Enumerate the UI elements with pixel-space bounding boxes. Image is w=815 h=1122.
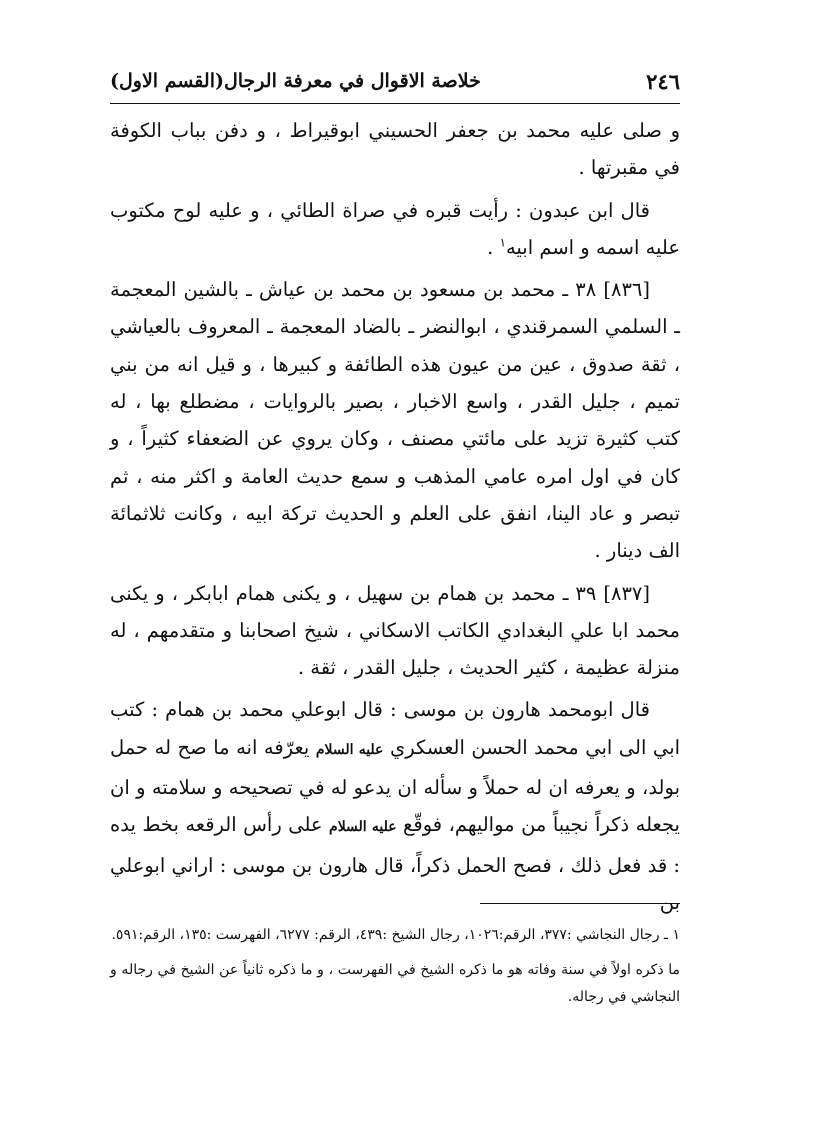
footnote-2 [110, 957, 680, 1011]
paragraph-burial-text: و صلى عليه محمد بن جعفر الحسيني ابوقيراط ، و دفن بباب الكوفة في مقبرتها . [110, 119, 680, 180]
entry-836-text: [٨٣٦] ٣٨ ـ محمد بن مسعود بن محمد بن عياش ـ بالشين المعجمة ـ السلمي السمرقندي ، ابوالنضر ـ بالضاد المعجمة ـ المعروف بالعياشي ، ثقة صدوق ، عين من عيون هذه الطائفة و كبيرها ، و قيل انه من بني تميم ، جليل القدر ، واسع الاخبار ، بصير بالروايات ، مضطلع بها ، له كتب كثيرة تزيد على مائتي مصنف ، وكان يروي عن الضعفاء كثيراً ، و كان في اول امره عامي المذهب و سمع حديث العامة و اكثر منه ، ثم تبصر و عاد الينا، انفق على العلم و الحديث تركة ابيه ، وكانت ثلاثمائة الف دينار . [110, 278, 680, 563]
entry-837-text: [٨٣٧] ٣٩ ـ محمد بن همام بن سهيل ، و يكنى همام ابابكر ، و يكنى محمد ابا علي البغدادي الكاتب الاسكاني ، شيخ اصحابنا و متقدمهم ، له منزلة عظيمة ، كثير الحديث ، جليل القدر ، ثقة . [110, 581, 680, 680]
running-title: خلاصة الاقوال في معرفة الرجال(القسم الاول) [110, 70, 481, 92]
main-text [110, 112, 680, 926]
footnote-1-text: ١ ـ رجال النجاشي :٣٧٧، الرقم:١٠٢٦، رجال الشيخ :٤٣٩، الرقم: ٦٢٧٧، الفهرست :١٣٥، الرقم:٥٩١. [111, 927, 680, 943]
footnote-1 [110, 922, 680, 949]
entry-837 [110, 575, 680, 687]
paragraph-harun-text-a: قال ابومحمد هارون بن موسى : قال ابوعلي محمد بن همام : كتب ابي الى ابي محمد الحسن العسكري [110, 698, 681, 759]
footnotes [110, 922, 680, 1019]
footnote-marker: ١ [499, 235, 506, 250]
paragraph-ibn-abdun-text: قال ابن عبدون : رأيت قبره في صراة الطائي ، و عليه لوح مكتوب عليه اسمه و اسم ابيه [110, 198, 680, 259]
paragraph-harun-text-c: على رأس الرقعه بخط يده : قد فعل ذلك ، فصح الحمل ذكراً، قال هارون بن موسى : اراني ابوعلي بن [110, 813, 680, 914]
entry-836 [110, 271, 680, 569]
paragraph-burial [110, 112, 680, 187]
salutation-glyph-2: عليه السلام [329, 819, 397, 836]
page-header [110, 64, 680, 98]
paragraph-harun-text-b: يعرّفه انه ما صح له حمل بولد، و يعرفه ان له حملاً و سأله ان يدعو له في تصحيحه و سلامته و ان يجعله ذكراً نجيباً من مواليهم، فوقّع [110, 735, 680, 837]
paragraph-harun [110, 691, 680, 921]
page-number: ٢٤٦ [646, 68, 680, 94]
salutation-glyph: عليه السلام [315, 741, 384, 758]
paragraph-ibn-abdun-end: . [487, 235, 500, 259]
paragraph-ibn-abdun [110, 192, 680, 267]
header-divider [110, 103, 680, 104]
footnote-2-text: ما ذكره اولاً في سنة وفاته هو ما ذكره الشيخ في الفهرست ، و ما ذكره ثانياً عن الشيخ في رجاله و النجاشي في رجاله. [110, 962, 680, 1005]
footnote-divider [480, 903, 680, 904]
